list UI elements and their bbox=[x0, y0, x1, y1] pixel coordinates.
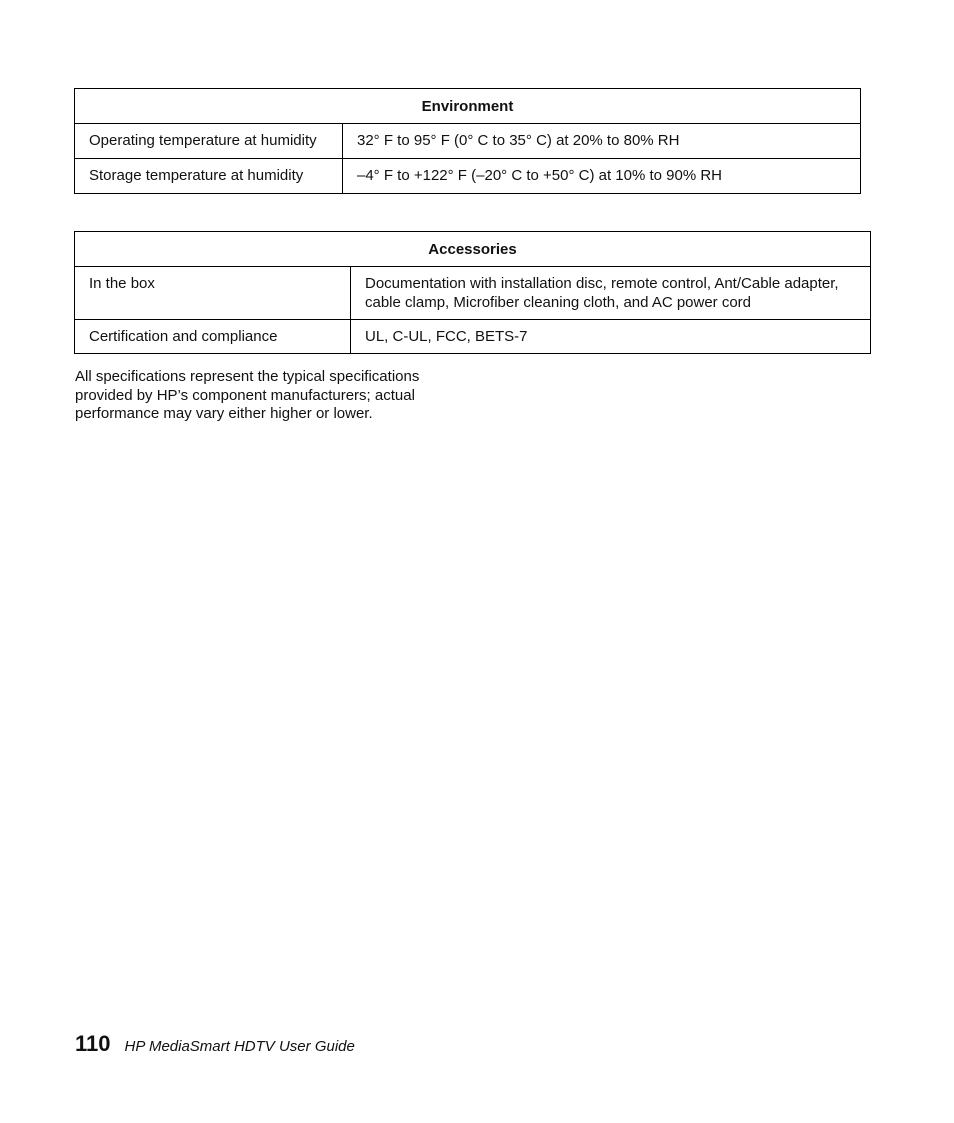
row-label: Operating temperature at humidity bbox=[75, 124, 343, 159]
row-value: –4° F to +122° F (–20° C to +50° C) at 10% to 90% RH bbox=[343, 159, 861, 194]
table-row bbox=[75, 124, 861, 159]
page-footer bbox=[75, 1031, 355, 1057]
accessories-table bbox=[74, 231, 871, 354]
guide-title: HP MediaSmart HDTV User Guide bbox=[124, 1038, 355, 1055]
row-label: In the box bbox=[75, 267, 351, 320]
environment-header: Environment bbox=[75, 89, 861, 124]
table-header-row bbox=[75, 89, 861, 124]
table-row bbox=[75, 320, 871, 354]
page-number: 110 bbox=[75, 1031, 111, 1056]
row-label: Storage temperature at humidity bbox=[75, 159, 343, 194]
table-row bbox=[75, 267, 871, 320]
row-value: Documentation with installation disc, remote control, Ant/Cable adapter, cable clamp, Microfiber cleaning cloth, and AC power cord bbox=[351, 267, 871, 320]
row-value: UL, C-UL, FCC, BETS-7 bbox=[351, 320, 871, 354]
row-value: 32° F to 95° F (0° C to 35° C) at 20% to 80% RH bbox=[343, 124, 861, 159]
specifications-note: All specifications represent the typical specifications provided by HP’s component manufacturers; actual performance may vary either higher or lower. bbox=[75, 368, 420, 422]
accessories-header: Accessories bbox=[75, 232, 871, 267]
row-label: Certification and compliance bbox=[75, 320, 351, 354]
table-header-row bbox=[75, 232, 871, 267]
environment-table bbox=[74, 88, 861, 194]
table-row bbox=[75, 159, 861, 194]
